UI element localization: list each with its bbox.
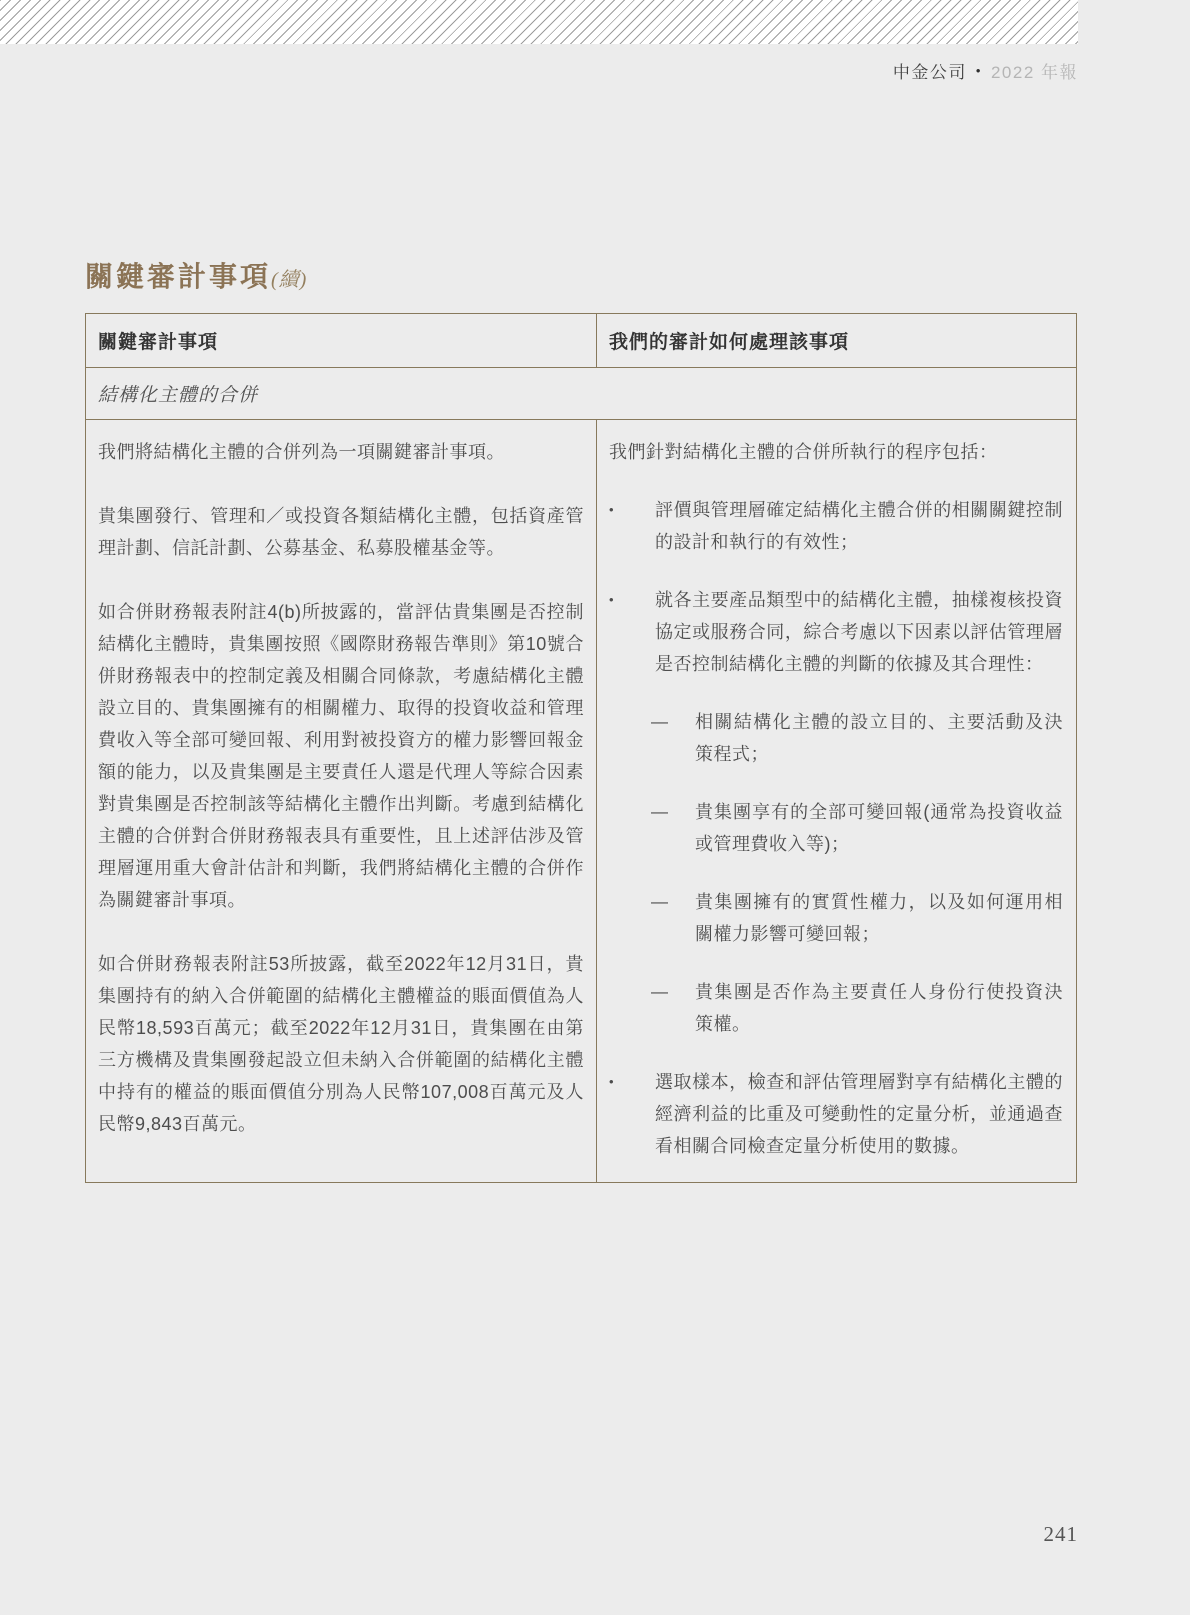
kam-paragraph: 如合併財務報表附註53所披露，截至2022年12月31日，貴集團持有的納入合併範圍的結構化主體權益的賬面價值為人民幣18,593百萬元；截至2022年12月31日，貴集團在由第三方機構及貴集團發起設立但未納入合併範圍的結構化主體中持有的權益的賬面價值分別為人民幣107,008百萬元及人民幣9,843百萬元。 [98,954,584,1134]
bullet-marker-icon: • [609,502,615,517]
bullet-marker-icon: • [609,592,615,607]
sub-bullet-item [609,886,1063,950]
sub-bullet-text: 相關結構化主體的設立目的、主要活動及決策程式； [695,712,1063,764]
sub-bullet-item [609,706,1063,770]
bullet-marker-icon: • [609,1074,615,1089]
dash-marker-icon: — [651,982,669,1001]
table-body-row [86,420,1076,1182]
page-title-continued-suffix: (續) [271,269,308,291]
separator-dot-icon: • [975,63,982,78]
sub-bullet-text: 貴集團享有的全部可變回報(通常為投資收益或管理費收入等)； [695,802,1063,854]
column-header-audit-response: 我們的審計如何處理該事項 [609,332,850,353]
dash-marker-icon: — [651,892,669,911]
sub-bullet-text: 貴集團是否作為主要責任人身份行使投資決策權。 [695,982,1063,1034]
bullet-text: 選取樣本，檢查和評估管理層對享有結構化主體的經濟利益的比重及可變動性的定量分析，並通過查看相關合同檢查定量分析使用的數據。 [655,1072,1063,1156]
table-header-row [86,314,1076,368]
kam-description-cell [86,420,597,1182]
column-header-key-audit-matter: 關鍵審計事項 [86,314,597,367]
bullet-text: 就各主要產品類型中的結構化主體，抽樣複核投資協定或服務合同，綜合考慮以下因素以評估管理層是否控制結構化主體的判斷的依據及其合理性： [655,590,1063,674]
decorative-hatch-banner [0,0,1078,44]
bullet-item [609,584,1063,680]
company-name: 中金公司 [892,63,967,82]
section-title: 結構化主體的合併 [98,385,259,406]
dash-marker-icon: — [651,802,669,821]
sub-bullet-item [609,796,1063,860]
audit-response-intro: 我們針對結構化主體的合併所執行的程序包括： [609,442,998,462]
bullet-text: 評價與管理層確定結構化主體合併的相關關鍵控制的設計和執行的有效性； [655,500,1063,552]
kam-paragraph: 貴集團發行、管理和／或投資各類結構化主體，包括資產管理計劃、信託計劃、公募基金、私募股權基金等。 [98,506,584,558]
sub-bullet-text: 貴集團擁有的實質性權力，以及如何運用相關權力影響可變回報； [695,892,1063,944]
kam-paragraph: 我們將結構化主體的合併列為一項關鍵審計事項。 [98,442,505,462]
sub-bullet-item [609,976,1063,1040]
page-title-main: 關鍵審計事項 [85,261,272,292]
kam-paragraph: 如合併財務報表附註4(b)所披露的，當評估貴集團是否控制結構化主體時，貴集團按照《國際財務報告準則》第10號合併財務報表中的控制定義及相關合同條款，考慮結構化主體設立目的、貴集團擁有的相關權力、取得的投資收益和管理費收入等全部可變回報、利用對被投資方的權力影響回報金額的能力，以及貴集團是主要責任人還是代理人等綜合因素對貴集團是否控制該等結構化主體作出判斷。考慮到結構化主體的合併對合併財務報表具有重要性，且上述評估涉及管理層運用重大會計估計和判斷，我們將結構化主體的合併作為關鍵審計事項。 [98,602,584,910]
audit-response-cell [597,420,1076,1182]
page-number: 241 [1043,1522,1078,1546]
page-title [85,258,307,299]
report-year-label: 2022 年報 [990,63,1078,82]
bullet-item [609,1066,1063,1162]
key-audit-matters-table [85,313,1077,1183]
dash-marker-icon: — [651,712,669,731]
running-head [893,58,1078,83]
bullet-item [609,494,1063,558]
section-title-row [86,368,1076,420]
